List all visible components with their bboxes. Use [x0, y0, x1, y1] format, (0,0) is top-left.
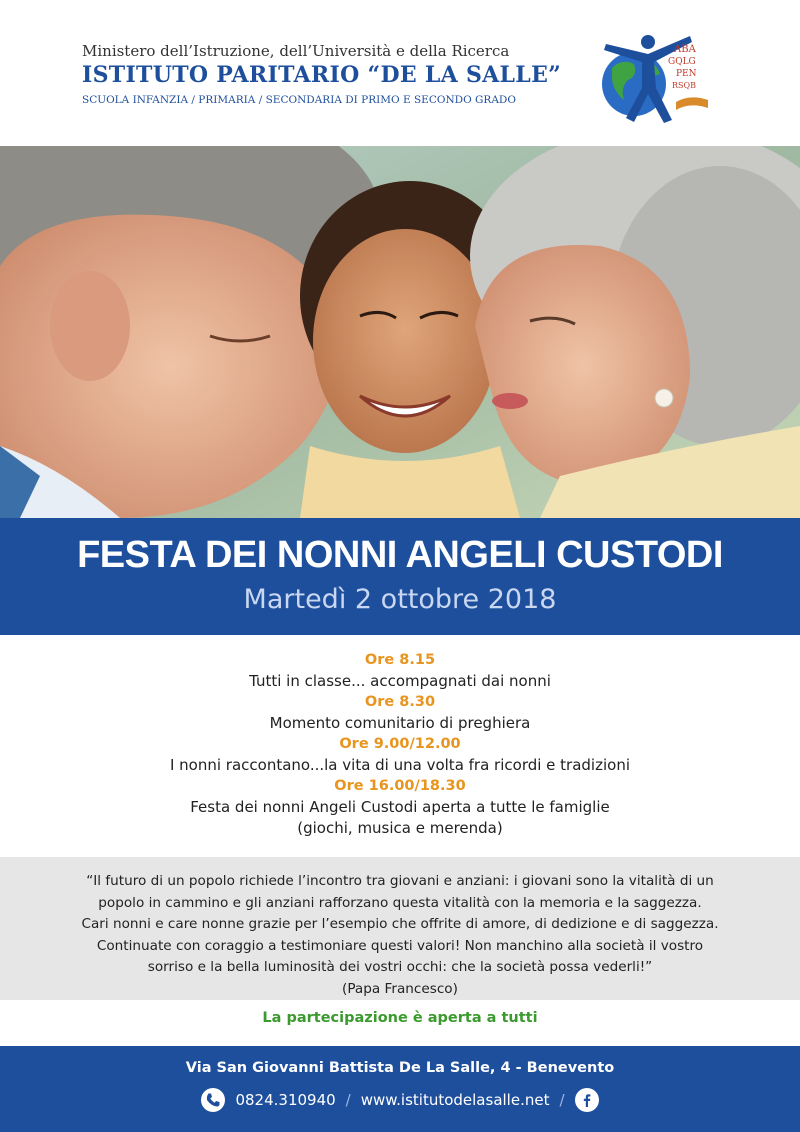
- schedule-item: [0, 734, 800, 776]
- svg-text:RSQB: RSQB: [672, 81, 696, 90]
- institute-logo: [598, 28, 718, 128]
- schedule-description-note: (giochi, musica e merenda): [297, 819, 503, 837]
- school-levels: SCUOLA INFANZIA / PRIMARIA / SECONDARIA DI PRIMO E SECONDO GRADO: [82, 94, 516, 106]
- grandparents-photo: [0, 146, 800, 518]
- quote-line: Cari nonni e care nonne grazie per l’esempio che offrite di amore, di dedizione e di saggezza.: [81, 916, 719, 932]
- pope-quote: [0, 857, 800, 1000]
- quote-attribution: (Papa Francesco): [342, 980, 458, 997]
- header: [0, 0, 800, 146]
- schedule-item: [0, 692, 800, 734]
- contact-row: [0, 1088, 800, 1112]
- separator: /: [345, 1091, 351, 1109]
- schedule-time: Ore 16.00/18.30: [334, 778, 466, 794]
- schedule: [0, 650, 800, 839]
- schedule-time: Ore 9.00/12.00: [339, 736, 461, 752]
- phone-number[interactable]: 0824.310940: [235, 1091, 336, 1109]
- website-link[interactable]: www.istitutodelasalle.net: [360, 1091, 550, 1109]
- institute-name: ISTITUTO PARITARIO “DE LA SALLE”: [82, 62, 562, 88]
- phone-icon: [201, 1088, 225, 1112]
- schedule-description: Tutti in classe... accompagnati dai nonni: [249, 672, 551, 690]
- svg-text:PEN: PEN: [676, 69, 697, 79]
- quote-line: popolo in cammino e gli anziani rafforzano questa vitalità con la memoria e la saggezza.: [98, 894, 702, 911]
- quote-line: “Il futuro di un popolo richiede l’incontro tra giovani e anziani: i giovani sono la vitalità di un: [86, 873, 714, 889]
- schedule-item: [0, 650, 800, 692]
- separator: /: [559, 1091, 565, 1109]
- address: Via San Giovanni Battista De La Salle, 4 - Benevento: [185, 1060, 615, 1076]
- svg-text:GQLG: GQLG: [668, 57, 696, 67]
- quote-line: sorriso e la bella luminosità dei vostri occhi: che la società possa vederli!”: [147, 959, 653, 975]
- schedule-description: I nonni raccontano...la vita di una volta fra ricordi e tradizioni: [169, 756, 630, 774]
- quote-line: Continuate con coraggio a testimoniare questi valori! Non manchino alla società il vostro: [96, 937, 704, 954]
- title-band: [0, 518, 800, 635]
- schedule-item: [0, 776, 800, 839]
- svg-text:ABA: ABA: [674, 44, 696, 55]
- schedule-description: Momento comunitario di preghiera: [269, 714, 531, 732]
- footer: [0, 1046, 800, 1132]
- facebook-icon[interactable]: [575, 1088, 599, 1112]
- event-date: Martedì 2 ottobre 2018: [243, 584, 557, 615]
- ministry-name: Ministero dell’Istruzione, dell’Università e della Ricerca: [82, 42, 510, 60]
- schedule-time: Ore 8.30: [364, 694, 436, 710]
- schedule-description: Festa dei nonni Angeli Custodi aperta a tutte le famiglie: [190, 798, 610, 816]
- participation-note: La partecipazione è aperta a tutti: [262, 1010, 538, 1026]
- schedule-time: Ore 8.15: [364, 652, 436, 668]
- event-title: FESTA DEI NONNI ANGELI CUSTODI: [77, 534, 723, 576]
